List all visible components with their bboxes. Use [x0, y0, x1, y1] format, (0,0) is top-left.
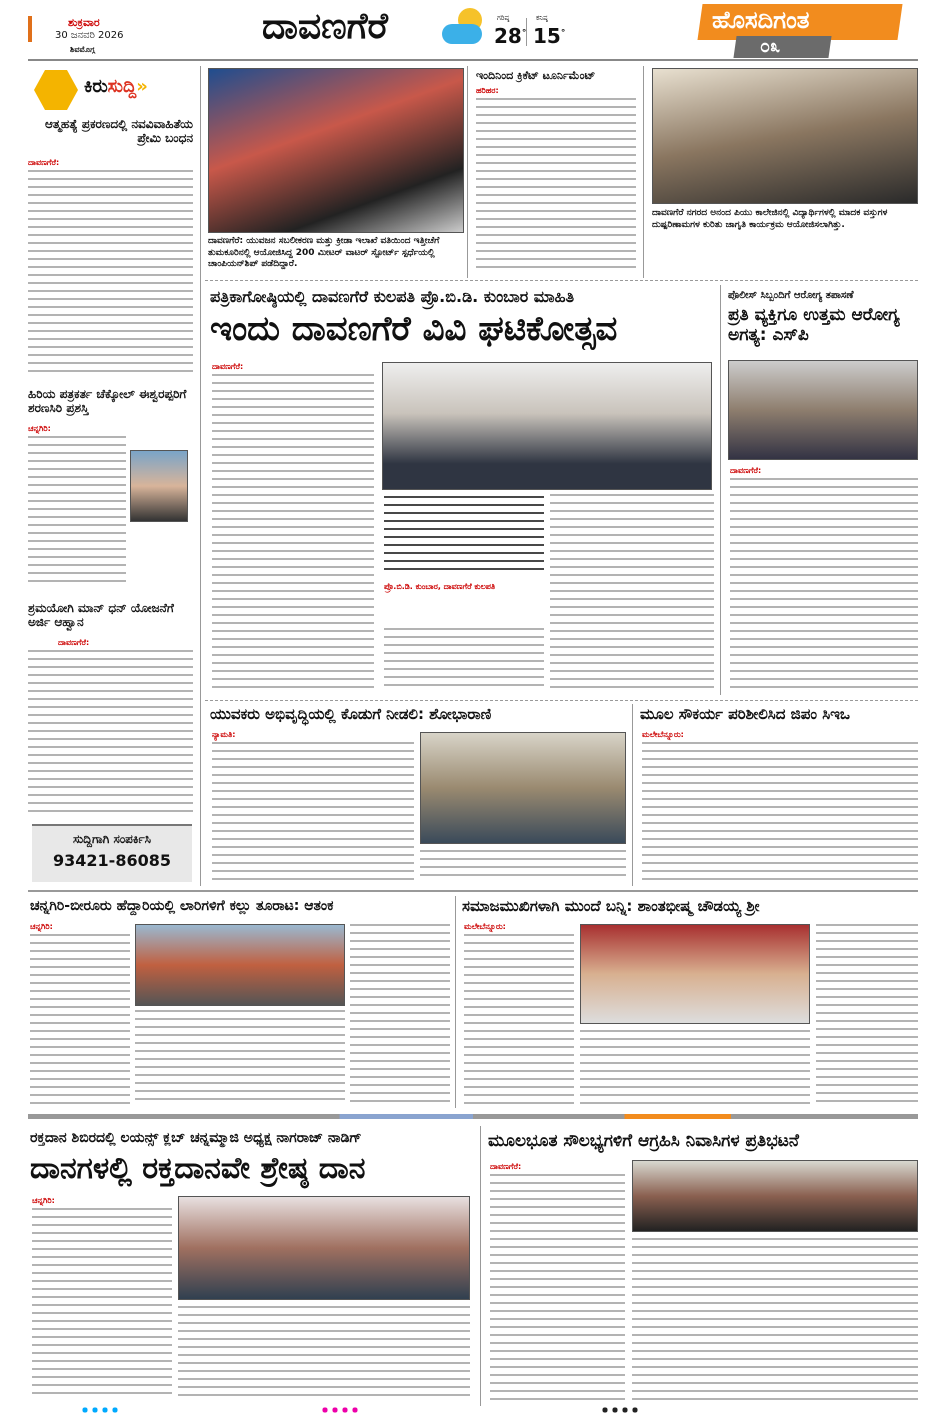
lorry-headline: ಚನ್ನಗಿರಿ-ಬೀರೂರು ಹೆದ್ದಾರಿಯಲ್ಲಿ ಲಾರಿಗಳಿಗೆ ಕಲ್ಲು ತೂರಾಟ: ಆತಂಕ: [30, 898, 334, 914]
dateline: ದಾವಣಗೆರೆ:: [730, 466, 764, 476]
story-headline: ಹಿರಿಯ ಪತ್ರಕರ್ತ ಚೆಕ್ಕೋಲ್ ಈಶ್ವರಪ್ಪರಿಗೆ ಶರಣಸಿರಿ ಪ್ರಶಸ್ತಿ: [28, 387, 187, 415]
quote-box: [384, 496, 544, 616]
blood-kicker: ರಕ್ತದಾನ ಶಿಬಿರದಲ್ಲಿ ಲಯನ್ಸ್ ಕ್ಲಬ್ ಚನ್ನಮ್ಮಾಜಿ ಅಧ್ಯಕ್ಷ ನಾಗರಾಜ್ ನಾಡಿಗ್: [30, 1130, 362, 1146]
contact-box: [32, 824, 192, 882]
dateline: ಮಲೇಬೆನ್ನೂರು:: [464, 922, 509, 932]
dateline: ದಾವಣಗೆರೆ:: [212, 362, 246, 372]
protest-photo: [632, 1160, 918, 1232]
title-b: ಸುದ್ದಿ: [107, 76, 137, 97]
unit: °: [560, 28, 566, 39]
dateline: ಹರಿಹರ:: [476, 86, 502, 96]
infra-headline: ಮೂಲ ಸೌಕರ್ಯ ಪರಿಶೀಲಿಸಿದ ಜಿಪಂ ಸಿಇಒ: [640, 705, 850, 723]
dateline: ಚನ್ನಗಿರಿ:: [32, 1196, 58, 1206]
registration-marks: [320, 1406, 360, 1414]
vice-chancellor-photo: [382, 362, 712, 490]
lead-headline: ಇಂದು ದಾವಣಗೆರೆ ವಿವಿ ಘಟಿಕೋತ್ಸವ: [210, 309, 618, 349]
blood-headline: ದಾನಗಳಲ್ಲಿ ರಕ್ತದಾನವೇ ಶ್ರೇಷ್ಠ ದಾನ: [30, 1151, 366, 1186]
page-number-tab: [733, 36, 831, 58]
portrait-photo: [130, 450, 188, 522]
section-title: ಕಿರುಸುದ್ದಿ»: [84, 76, 148, 97]
photo-caption: ದಾವಣಗೆರೆ ನಗರದ ಅನಂದ ಪಿಯು ಕಾಲೇಜಿನಲ್ಲಿ ವಿದ್ಯಾರ್ಥಿಗಳಲ್ಲಿ ಮಾದಕ ವಸ್ತುಗಳ ದುಷ್ಪರಿಣಾಮಗಳ ಕುರಿತು ಜಾಗೃತಿ ಕಾರ್ಯಕ್ರಮ ಆಯೋಜಿಸಲಾಗಿತ್ತು.: [652, 208, 888, 230]
cricket-headline: ಇಂದಿನಿಂದ ಕ್ರಿಕೆಟ್ ಟೂರ್ನಿಮೆಂಟ್: [476, 69, 596, 82]
max-temp-value: 28: [494, 24, 522, 48]
partly-cloudy-icon: [440, 6, 488, 46]
registration-marks: [600, 1406, 640, 1414]
kirusuddi-column: [28, 66, 196, 886]
masthead: [0, 0, 945, 60]
unit: °: [521, 28, 527, 39]
quote-byline: ಪ್ರೊ.ಬಿ.ಡಿ. ಕುಂಬಾರ, ದಾವಣಗೆರೆ ಕುಲಪತಿ: [384, 582, 544, 592]
youth-event-photo: [420, 732, 626, 844]
dateline: ಮಲೇಬೆನ್ನೂರು:: [642, 730, 687, 740]
dateline: ದಾವಣಗೆರೆ:: [490, 1162, 524, 1172]
lead-kicker: ಪತ್ರಿಕಾಗೋಷ್ಠಿಯಲ್ಲಿ ದಾವಣಗೆರೆ ಕುಲಪತಿ ಪ್ರೊ.ಬಿ.ಡಿ. ಕುಂಬಾರ ಮಾಹಿತಿ: [210, 287, 575, 306]
max-temp: [494, 24, 526, 48]
brand-logo: ಹೊಸದಿಗಂತ: [712, 6, 810, 34]
samaja-event-photo: [580, 924, 810, 1024]
story-headline: ಶ್ರಮಯೋಗಿ ಮಾನ್ ಧನ್ ಯೋಜನೆಗೆ ಅರ್ಜಿ ಆಹ್ವಾನ: [28, 601, 174, 629]
awareness-photo: [652, 68, 918, 204]
dateline: ದಾವಣಗೆರೆ:: [58, 638, 92, 648]
youth-headline: ಯುವಕರು ಅಭಿವೃದ್ಧಿಯಲ್ಲಿ ಕೊಡುಗೆ ನೀಡಲಿ: ಶೋಭಾರಾಣಿ: [210, 705, 492, 723]
sports-photo: [208, 68, 464, 233]
hand-icon: [34, 70, 78, 110]
dateline: ನ್ಯಾಮತಿ:: [212, 730, 238, 740]
date: 30 ಜನವರಿ 2026: [55, 30, 124, 41]
section-divider: [28, 1114, 918, 1119]
contact-label: ಸುದ್ದಿಗಾಗಿ ಸಂಪರ್ಕಿಸಿ: [72, 832, 152, 846]
contact-phone: 93421-86085: [53, 851, 171, 870]
dateline: ಚನ್ನಗಿರಿ:: [28, 424, 54, 434]
photo-caption: ದಾವಣಗೆರೆ: ಯುವಜನ ಸಬಲೀಕರಣ ಮತ್ತು ಕ್ರೀಡಾ ಇಲಾಖೆ ವತಿಯಿಂದ ಇತ್ತೀಚೆಗೆ ತುಮಕೂರಿನಲ್ಲಿ ಆಯೋಜಿಸಿದ್ದ 200 ಮೀಟರ್ ವಾಟರ್ ಸ್ಪೋರ್ಟ್ ಸ್ಪರ್ಧೆಯಲ್ಲಿ ಚಾಂಪಿಯನ್‌ಶಿಪ್ ಪಡೆದಿದ್ದಾರೆ.: [208, 236, 440, 270]
story-headline: ಆತ್ಮಹತ್ಯೆ ಪ್ರಕರಣದಲ್ಲಿ ನವವಿವಾಹಿತೆಯ ಪ್ರೇಮಿ ಬಂಧನ: [45, 117, 193, 145]
page-number: ೦೩: [760, 36, 781, 57]
city-title: ದಾವಣಗೆರೆ: [262, 6, 389, 47]
dateline: ದಾವಣಗೆರೆ:: [28, 158, 62, 168]
min-temp: [533, 24, 565, 48]
lorry-photo: [135, 924, 345, 1006]
day: ಶುಕ್ರವಾರ: [68, 16, 100, 29]
protest-headline: ಮೂಲಭೂತ ಸೌಲಭ್ಯಗಳಿಗೆ ಆಗ್ರಹಿಸಿ ನಿವಾಸಿಗಳ ಪ್ರತಿಭಟನೆ: [488, 1131, 799, 1151]
samaja-headline: ಸಮಾಜಮುಖಿಗಳಾಗಿ ಮುಂದೆ ಬನ್ನಿ: ಶಾಂತಭೀಷ್ಮ ಚೌಡಯ್ಯ ಶ್ರೀ: [462, 897, 760, 915]
max-temp-label: ಗರಿಷ್ಠ: [497, 14, 510, 22]
police-headline: ಪ್ರತಿ ವ್ಯಕ್ತಿಗೂ ಉತ್ತಮ ಆರೋಗ್ಯ ಅಗತ್ಯ: ಎಸ್‌ಪಿ: [728, 305, 900, 345]
accent-bar: [28, 16, 32, 42]
min-temp-label: ಕನಿಷ್ಠ: [536, 14, 548, 22]
police-kicker: ಪೊಲೀಸ್ ಸಿಬ್ಬಂದಿಗೆ ಆರೋಗ್ಯ ತಪಾಸಣೆ: [728, 290, 854, 301]
registration-marks: [80, 1406, 120, 1414]
title-a: ಕಿರು: [84, 76, 108, 97]
edition: ಶಿವಮೊಗ್ಗ: [70, 45, 95, 54]
dateline: ಚನ್ನಗಿರಿ:: [30, 922, 56, 932]
blood-donation-photo: [178, 1196, 470, 1300]
health-camp-photo: [728, 360, 918, 460]
min-temp-value: 15: [533, 24, 561, 48]
